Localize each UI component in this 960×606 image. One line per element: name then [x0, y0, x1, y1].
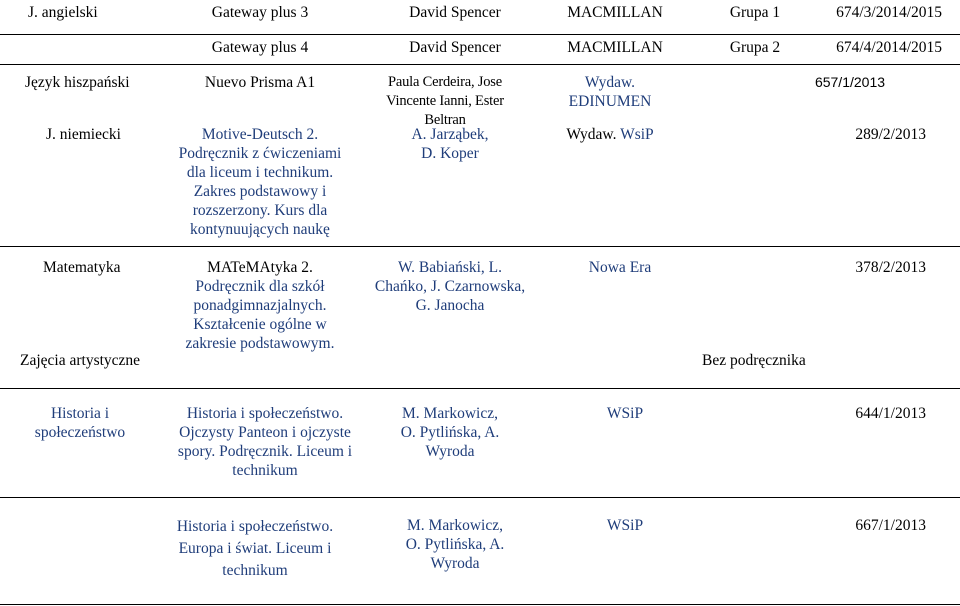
publisher-cell: Wydaw. EDINUMEN — [568, 74, 652, 110]
row-divider — [0, 604, 960, 605]
title-cell: Nuevo Prisma A1 — [204, 74, 316, 91]
subject-cell: Matematyka — [43, 259, 121, 276]
title-cell: Gateway plus 3 — [211, 4, 309, 21]
publisher-cell: MACMILLAN — [567, 4, 663, 21]
approval-number-cell: 667/1/2013 — [855, 517, 926, 534]
subject-cell: Zajęcia artystyczne — [20, 352, 141, 369]
author-cell: M. Markowicz, O. Pytlińska, A. Wyroda — [405, 517, 505, 572]
title-cell: Historia i społeczeństwo. Ojczysty Panteon i ojczyste spory. Podręcznik. Liceum i technikum — [177, 405, 353, 479]
row-divider — [0, 34, 960, 35]
author-cell: W. Babiański, L. Chańko, J. Czarnowska, G. Janocha — [374, 259, 526, 314]
approval-number-cell: 289/2/2013 — [855, 126, 926, 143]
approval-number-cell: 674/4/2014/2015 — [836, 39, 942, 56]
group-cell: Grupa 2 — [729, 39, 781, 56]
author-cell: Paula Cerdeira, Jose Vincente Ianni, Ester Beltran — [386, 74, 504, 128]
author-cell: David Spencer — [409, 39, 501, 56]
title-cell: MATeMAtyka 2. Podręcznik dla szkół ponadgimnazjalnych. Kształcenie ogólne w zakresie podstawowym. — [185, 259, 335, 352]
subject-cell: Język hiszpański — [25, 74, 130, 91]
approval-number-cell: 644/1/2013 — [855, 405, 926, 422]
row-divider — [0, 388, 960, 389]
row-divider — [0, 64, 960, 65]
approval-number-cell: 378/2/2013 — [855, 259, 926, 276]
publisher-cell: Wydaw. WsiP — [566, 126, 654, 143]
group-cell: Grupa 1 — [729, 4, 781, 21]
approval-number-cell: 674/3/2014/2015 — [836, 4, 942, 21]
row-divider — [0, 246, 960, 247]
publisher-cell: MACMILLAN — [567, 39, 663, 56]
approval-number-cell: 657/1/2013 — [814, 74, 886, 90]
row-divider — [0, 497, 960, 498]
author-cell: A. Jarząbek, D. Koper — [411, 126, 489, 162]
subject-cell: J. niemiecki — [46, 126, 121, 143]
author-cell: M. Markowicz, O. Pytlińska, A. Wyroda — [400, 405, 500, 460]
subject-cell: J. angielski — [28, 4, 98, 21]
subject-cell: Historia i społeczeństwo — [34, 405, 126, 441]
publisher-cell: WSiP — [606, 517, 644, 534]
note-cell: Bez podręcznika — [702, 352, 806, 369]
publisher-cell: Nowa Era — [588, 259, 652, 276]
publisher-cell: WSiP — [606, 405, 644, 422]
author-cell: David Spencer — [409, 4, 501, 21]
title-cell: Gateway plus 4 — [211, 39, 309, 56]
title-cell: Motive-Deutsch 2. Podręcznik z ćwiczeniami dla liceum i technikum. Zakres podstawowy i rozszerzony. Kurs dla kontynuujących naukę — [178, 126, 342, 238]
title-cell: Historia i społeczeństwo. Europa i świat. Liceum i technikum — [176, 518, 334, 579]
